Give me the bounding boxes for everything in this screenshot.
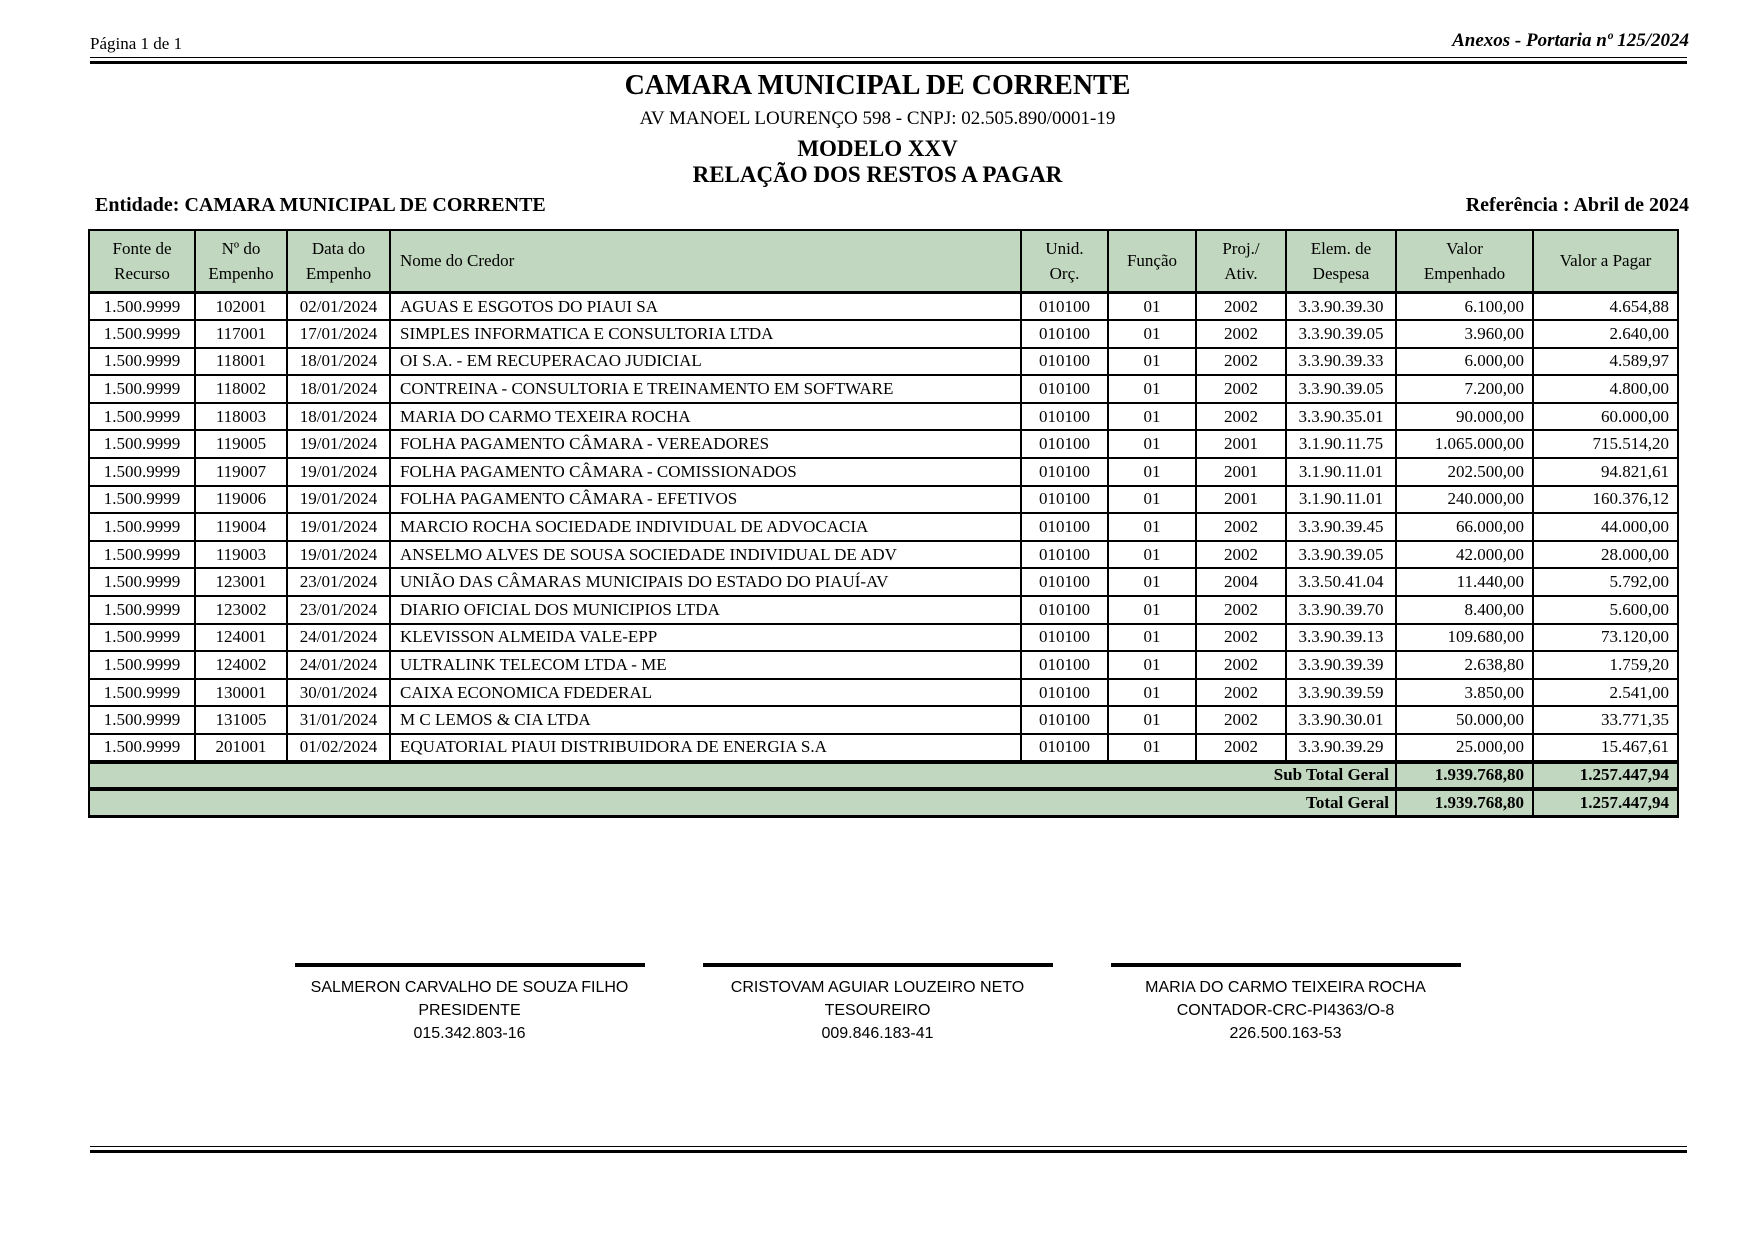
table-body bbox=[89, 293, 1678, 762]
cell-proj: 2002 bbox=[1196, 734, 1286, 762]
cell-valor_empenhado: 3.850,00 bbox=[1396, 679, 1533, 707]
cell-valor_empenhado: 11.440,00 bbox=[1396, 568, 1533, 596]
cell-funcao: 01 bbox=[1108, 734, 1196, 762]
cell-credor: CAIXA ECONOMICA FDEDERAL bbox=[390, 679, 1021, 707]
cell-elem: 3.3.90.39.39 bbox=[1286, 651, 1396, 679]
cell-valor_empenhado: 6.000,00 bbox=[1396, 348, 1533, 376]
signer-name: CRISTOVAM AGUIAR LOUZEIRO NETO bbox=[730, 979, 1025, 996]
table-row bbox=[89, 541, 1678, 569]
cell-elem: 3.3.90.39.45 bbox=[1286, 513, 1396, 541]
cell-elem: 3.3.90.30.01 bbox=[1286, 706, 1396, 734]
cell-credor: EQUATORIAL PIAUI DISTRIBUIDORA DE ENERGIA S.A bbox=[390, 734, 1021, 762]
cell-proj: 2002 bbox=[1196, 706, 1286, 734]
cell-credor: CONTREINA - CONSULTORIA E TREINAMENTO EM SOFTWARE bbox=[390, 375, 1021, 403]
cell-valor_a_pagar: 73.120,00 bbox=[1533, 624, 1678, 652]
cell-funcao: 01 bbox=[1108, 679, 1196, 707]
signer-role: PRESIDENTE bbox=[418, 1002, 521, 1019]
cell-unid: 010100 bbox=[1021, 486, 1108, 514]
cell-unid: 010100 bbox=[1021, 651, 1108, 679]
cell-valor_a_pagar: 5.600,00 bbox=[1533, 596, 1678, 624]
cell-proj: 2002 bbox=[1196, 293, 1286, 321]
cell-valor_a_pagar: 1.759,20 bbox=[1533, 651, 1678, 679]
cell-unid: 010100 bbox=[1021, 320, 1108, 348]
table-row bbox=[89, 430, 1678, 458]
cell-valor_empenhado: 6.100,00 bbox=[1396, 293, 1533, 321]
cell-proj: 2002 bbox=[1196, 403, 1286, 431]
cell-unid: 010100 bbox=[1021, 430, 1108, 458]
cell-proj: 2001 bbox=[1196, 458, 1286, 486]
cell-fonte: 1.500.9999 bbox=[89, 513, 195, 541]
cell-credor: OI S.A. - EM RECUPERACAO JUDICIAL bbox=[390, 348, 1021, 376]
table-row bbox=[89, 734, 1678, 762]
cell-empenho: 102001 bbox=[195, 293, 287, 321]
cell-unid: 010100 bbox=[1021, 348, 1108, 376]
cell-unid: 010100 bbox=[1021, 541, 1108, 569]
cell-valor_empenhado: 7.200,00 bbox=[1396, 375, 1533, 403]
cell-empenho: 123002 bbox=[195, 596, 287, 624]
cell-valor_empenhado: 240.000,00 bbox=[1396, 486, 1533, 514]
cell-credor: M C LEMOS & CIA LTDA bbox=[390, 706, 1021, 734]
cell-empenho: 118003 bbox=[195, 403, 287, 431]
col-header-data: Data do Empenho bbox=[287, 230, 390, 293]
col-header-funcao: Função bbox=[1108, 230, 1196, 293]
cell-empenho: 119004 bbox=[195, 513, 287, 541]
cell-data: 18/01/2024 bbox=[287, 403, 390, 431]
cell-proj: 2002 bbox=[1196, 679, 1286, 707]
cell-elem: 3.3.90.39.05 bbox=[1286, 375, 1396, 403]
cell-unid: 010100 bbox=[1021, 706, 1108, 734]
cell-valor_a_pagar: 4.800,00 bbox=[1533, 375, 1678, 403]
footer-divider-rule bbox=[90, 1146, 1687, 1153]
table-row bbox=[89, 458, 1678, 486]
table-row bbox=[89, 320, 1678, 348]
cell-valor_empenhado: 66.000,00 bbox=[1396, 513, 1533, 541]
cell-empenho: 119007 bbox=[195, 458, 287, 486]
cell-unid: 010100 bbox=[1021, 568, 1108, 596]
cell-empenho: 118002 bbox=[195, 375, 287, 403]
cell-elem: 3.3.90.39.13 bbox=[1286, 624, 1396, 652]
cell-data: 19/01/2024 bbox=[287, 513, 390, 541]
table-header-row bbox=[89, 230, 1678, 293]
cell-unid: 010100 bbox=[1021, 403, 1108, 431]
cell-credor: FOLHA PAGAMENTO CÂMARA - COMISSIONADOS bbox=[390, 458, 1021, 486]
cell-valor_empenhado: 3.960,00 bbox=[1396, 320, 1533, 348]
cell-credor: MARCIO ROCHA SOCIEDADE INDIVIDUAL DE ADVOCACIA bbox=[390, 513, 1021, 541]
cell-empenho: 119003 bbox=[195, 541, 287, 569]
table-row bbox=[89, 624, 1678, 652]
cell-valor_a_pagar: 4.654,88 bbox=[1533, 293, 1678, 321]
report-title: RELAÇÃO DOS RESTOS A PAGAR bbox=[692, 162, 1063, 187]
cell-empenho: 124002 bbox=[195, 651, 287, 679]
col-header-unid: Unid. Orç. bbox=[1021, 230, 1108, 293]
signer-role: TESOUREIRO bbox=[824, 1002, 931, 1019]
cell-fonte: 1.500.9999 bbox=[89, 348, 195, 376]
cell-fonte: 1.500.9999 bbox=[89, 679, 195, 707]
signature-line bbox=[1111, 963, 1461, 967]
cell-empenho: 117001 bbox=[195, 320, 287, 348]
cell-unid: 010100 bbox=[1021, 375, 1108, 403]
total-valor-empenhado: 1.939.768,80 bbox=[1396, 789, 1533, 817]
cell-funcao: 01 bbox=[1108, 403, 1196, 431]
cell-valor_a_pagar: 4.589,97 bbox=[1533, 348, 1678, 376]
table-row bbox=[89, 596, 1678, 624]
total-label: Total Geral bbox=[89, 789, 1396, 817]
cell-proj: 2001 bbox=[1196, 486, 1286, 514]
total-valor-a-pagar: 1.257.447,94 bbox=[1533, 789, 1678, 817]
col-header-empenho: Nº do Empenho bbox=[195, 230, 287, 293]
cell-funcao: 01 bbox=[1108, 513, 1196, 541]
cell-fonte: 1.500.9999 bbox=[89, 486, 195, 514]
cell-valor_a_pagar: 15.467,61 bbox=[1533, 734, 1678, 762]
cell-funcao: 01 bbox=[1108, 348, 1196, 376]
cell-data: 18/01/2024 bbox=[287, 375, 390, 403]
cell-credor: UNIÃO DAS CÂMARAS MUNICIPAIS DO ESTADO DO PIAUÍ-AV bbox=[390, 568, 1021, 596]
cell-valor_a_pagar: 33.771,35 bbox=[1533, 706, 1678, 734]
cell-proj: 2002 bbox=[1196, 541, 1286, 569]
signature-block bbox=[703, 963, 1053, 1045]
cell-proj: 2002 bbox=[1196, 624, 1286, 652]
cell-proj: 2002 bbox=[1196, 596, 1286, 624]
cell-valor_a_pagar: 5.792,00 bbox=[1533, 568, 1678, 596]
table-header bbox=[89, 230, 1678, 293]
cell-data: 19/01/2024 bbox=[287, 458, 390, 486]
cell-unid: 010100 bbox=[1021, 458, 1108, 486]
cell-fonte: 1.500.9999 bbox=[89, 293, 195, 321]
cell-data: 31/01/2024 bbox=[287, 706, 390, 734]
cell-funcao: 01 bbox=[1108, 706, 1196, 734]
cell-proj: 2002 bbox=[1196, 348, 1286, 376]
cell-credor: FOLHA PAGAMENTO CÂMARA - EFETIVOS bbox=[390, 486, 1021, 514]
table-row bbox=[89, 706, 1678, 734]
cell-elem: 3.1.90.11.01 bbox=[1286, 458, 1396, 486]
signature-line bbox=[703, 963, 1053, 967]
cell-valor_a_pagar: 160.376,12 bbox=[1533, 486, 1678, 514]
org-address-cnpj: AV MANOEL LOURENÇO 598 - CNPJ: 02.505.890/0001-19 bbox=[639, 108, 1116, 129]
cell-data: 30/01/2024 bbox=[287, 679, 390, 707]
cell-empenho: 124001 bbox=[195, 624, 287, 652]
cell-valor_empenhado: 2.638,80 bbox=[1396, 651, 1533, 679]
table-totals bbox=[89, 762, 1678, 817]
org-title: CAMARA MUNICIPAL DE CORRENTE bbox=[624, 70, 1131, 101]
table-row bbox=[89, 679, 1678, 707]
cell-fonte: 1.500.9999 bbox=[89, 541, 195, 569]
cell-credor: AGUAS E ESGOTOS DO PIAUI SA bbox=[390, 293, 1021, 321]
cell-fonte: 1.500.9999 bbox=[89, 624, 195, 652]
cell-elem: 3.3.50.41.04 bbox=[1286, 568, 1396, 596]
cell-fonte: 1.500.9999 bbox=[89, 596, 195, 624]
page-number-label: Página 1 de 1 bbox=[90, 34, 183, 53]
cell-proj: 2002 bbox=[1196, 375, 1286, 403]
cell-data: 19/01/2024 bbox=[287, 541, 390, 569]
cell-funcao: 01 bbox=[1108, 375, 1196, 403]
model-title: MODELO XXV bbox=[797, 136, 958, 161]
signature-section bbox=[0, 963, 1755, 1045]
table-row bbox=[89, 513, 1678, 541]
signer-role: CONTADOR-CRC-PI4363/O-8 bbox=[1176, 1002, 1395, 1019]
signer-cpf: 226.500.163-53 bbox=[1229, 1025, 1342, 1042]
signer-cpf: 009.846.183-41 bbox=[821, 1025, 934, 1042]
cell-elem: 3.3.90.39.05 bbox=[1286, 320, 1396, 348]
cell-empenho: 201001 bbox=[195, 734, 287, 762]
cell-elem: 3.3.90.39.59 bbox=[1286, 679, 1396, 707]
cell-elem: 3.3.90.35.01 bbox=[1286, 403, 1396, 431]
cell-fonte: 1.500.9999 bbox=[89, 651, 195, 679]
cell-data: 23/01/2024 bbox=[287, 568, 390, 596]
cell-credor: ULTRALINK TELECOM LTDA - ME bbox=[390, 651, 1021, 679]
cell-empenho: 123001 bbox=[195, 568, 287, 596]
cell-funcao: 01 bbox=[1108, 430, 1196, 458]
table-row bbox=[89, 403, 1678, 431]
cell-elem: 3.3.90.39.05 bbox=[1286, 541, 1396, 569]
cell-valor_empenhado: 50.000,00 bbox=[1396, 706, 1533, 734]
cell-fonte: 1.500.9999 bbox=[89, 375, 195, 403]
cell-valor_a_pagar: 94.821,61 bbox=[1533, 458, 1678, 486]
col-header-fonte: Fonte de Recurso bbox=[89, 230, 195, 293]
cell-data: 02/01/2024 bbox=[287, 293, 390, 321]
cell-data: 19/01/2024 bbox=[287, 430, 390, 458]
subtotal-valor-empenhado: 1.939.768,80 bbox=[1396, 762, 1533, 790]
cell-empenho: 131005 bbox=[195, 706, 287, 734]
cell-proj: 2004 bbox=[1196, 568, 1286, 596]
cell-valor_empenhado: 90.000,00 bbox=[1396, 403, 1533, 431]
cell-credor: KLEVISSON ALMEIDA VALE-EPP bbox=[390, 624, 1021, 652]
cell-unid: 010100 bbox=[1021, 679, 1108, 707]
cell-valor_empenhado: 8.400,00 bbox=[1396, 596, 1533, 624]
cell-credor: SIMPLES INFORMATICA E CONSULTORIA LTDA bbox=[390, 320, 1021, 348]
cell-proj: 2001 bbox=[1196, 430, 1286, 458]
cell-unid: 010100 bbox=[1021, 624, 1108, 652]
entity-label: Entidade: CAMARA MUNICIPAL DE CORRENTE bbox=[95, 194, 546, 216]
cell-valor_a_pagar: 2.541,00 bbox=[1533, 679, 1678, 707]
subtotal-label: Sub Total Geral bbox=[89, 762, 1396, 790]
cell-credor: FOLHA PAGAMENTO CÂMARA - VEREADORES bbox=[390, 430, 1021, 458]
cell-valor_empenhado: 42.000,00 bbox=[1396, 541, 1533, 569]
subtotal-row bbox=[89, 762, 1678, 790]
cell-funcao: 01 bbox=[1108, 596, 1196, 624]
cell-valor_a_pagar: 715.514,20 bbox=[1533, 430, 1678, 458]
cell-elem: 3.3.90.39.33 bbox=[1286, 348, 1396, 376]
cell-fonte: 1.500.9999 bbox=[89, 568, 195, 596]
cell-data: 24/01/2024 bbox=[287, 651, 390, 679]
cell-data: 18/01/2024 bbox=[287, 348, 390, 376]
cell-funcao: 01 bbox=[1108, 651, 1196, 679]
signer-name: MARIA DO CARMO TEIXEIRA ROCHA bbox=[1145, 979, 1426, 996]
cell-valor_a_pagar: 28.000,00 bbox=[1533, 541, 1678, 569]
total-row bbox=[89, 789, 1678, 817]
cell-fonte: 1.500.9999 bbox=[89, 403, 195, 431]
cell-data: 19/01/2024 bbox=[287, 486, 390, 514]
cell-fonte: 1.500.9999 bbox=[89, 706, 195, 734]
cell-empenho: 119006 bbox=[195, 486, 287, 514]
cell-empenho: 118001 bbox=[195, 348, 287, 376]
col-header-valor_a_pagar: Valor a Pagar bbox=[1533, 230, 1678, 293]
table-row bbox=[89, 486, 1678, 514]
table-row bbox=[89, 375, 1678, 403]
cell-credor: MARIA DO CARMO TEXEIRA ROCHA bbox=[390, 403, 1021, 431]
col-header-proj: Proj./ Ativ. bbox=[1196, 230, 1286, 293]
cell-credor: DIARIO OFICIAL DOS MUNICIPIOS LTDA bbox=[390, 596, 1021, 624]
signer-name: SALMERON CARVALHO DE SOUZA FILHO bbox=[310, 979, 629, 996]
cell-valor_empenhado: 25.000,00 bbox=[1396, 734, 1533, 762]
col-header-elem: Elem. de Despesa bbox=[1286, 230, 1396, 293]
cell-valor_a_pagar: 60.000,00 bbox=[1533, 403, 1678, 431]
cell-elem: 3.1.90.11.75 bbox=[1286, 430, 1396, 458]
cell-elem: 3.3.90.39.29 bbox=[1286, 734, 1396, 762]
cell-data: 23/01/2024 bbox=[287, 596, 390, 624]
cell-data: 17/01/2024 bbox=[287, 320, 390, 348]
cell-fonte: 1.500.9999 bbox=[89, 320, 195, 348]
cell-data: 24/01/2024 bbox=[287, 624, 390, 652]
cell-unid: 010100 bbox=[1021, 293, 1108, 321]
cell-proj: 2002 bbox=[1196, 320, 1286, 348]
cell-unid: 010100 bbox=[1021, 596, 1108, 624]
cell-proj: 2002 bbox=[1196, 651, 1286, 679]
cell-fonte: 1.500.9999 bbox=[89, 458, 195, 486]
col-header-valor_empenhado: Valor Empenhado bbox=[1396, 230, 1533, 293]
cell-fonte: 1.500.9999 bbox=[89, 430, 195, 458]
cell-proj: 2002 bbox=[1196, 513, 1286, 541]
cell-funcao: 01 bbox=[1108, 458, 1196, 486]
cell-data: 01/02/2024 bbox=[287, 734, 390, 762]
table-row bbox=[89, 568, 1678, 596]
cell-elem: 3.3.90.39.70 bbox=[1286, 596, 1396, 624]
cell-funcao: 01 bbox=[1108, 486, 1196, 514]
cell-empenho: 119005 bbox=[195, 430, 287, 458]
col-header-credor: Nome do Credor bbox=[390, 230, 1021, 293]
cell-valor_a_pagar: 2.640,00 bbox=[1533, 320, 1678, 348]
cell-valor_empenhado: 202.500,00 bbox=[1396, 458, 1533, 486]
restos-a-pagar-table bbox=[88, 229, 1679, 818]
cell-funcao: 01 bbox=[1108, 293, 1196, 321]
cell-valor_empenhado: 109.680,00 bbox=[1396, 624, 1533, 652]
reference-label: Referência : Abril de 2024 bbox=[1465, 194, 1689, 216]
cell-funcao: 01 bbox=[1108, 624, 1196, 652]
cell-valor_a_pagar: 44.000,00 bbox=[1533, 513, 1678, 541]
signature-line bbox=[295, 963, 645, 967]
cell-unid: 010100 bbox=[1021, 513, 1108, 541]
cell-credor: ANSELMO ALVES DE SOUSA SOCIEDADE INDIVIDUAL DE ADV bbox=[390, 541, 1021, 569]
header-divider-rule bbox=[90, 57, 1687, 64]
cell-funcao: 01 bbox=[1108, 568, 1196, 596]
cell-valor_empenhado: 1.065.000,00 bbox=[1396, 430, 1533, 458]
cell-elem: 3.3.90.39.30 bbox=[1286, 293, 1396, 321]
signer-cpf: 015.342.803-16 bbox=[413, 1025, 526, 1042]
annex-portaria-label: Anexos - Portaria nº 125/2024 bbox=[1452, 30, 1689, 51]
signature-block bbox=[295, 963, 645, 1045]
signature-block bbox=[1111, 963, 1461, 1045]
cell-funcao: 01 bbox=[1108, 541, 1196, 569]
table-row bbox=[89, 348, 1678, 376]
subtotal-valor-a-pagar: 1.257.447,94 bbox=[1533, 762, 1678, 790]
cell-unid: 010100 bbox=[1021, 734, 1108, 762]
cell-fonte: 1.500.9999 bbox=[89, 734, 195, 762]
cell-elem: 3.1.90.11.01 bbox=[1286, 486, 1396, 514]
table-row bbox=[89, 651, 1678, 679]
cell-funcao: 01 bbox=[1108, 320, 1196, 348]
cell-empenho: 130001 bbox=[195, 679, 287, 707]
table-row bbox=[89, 293, 1678, 321]
